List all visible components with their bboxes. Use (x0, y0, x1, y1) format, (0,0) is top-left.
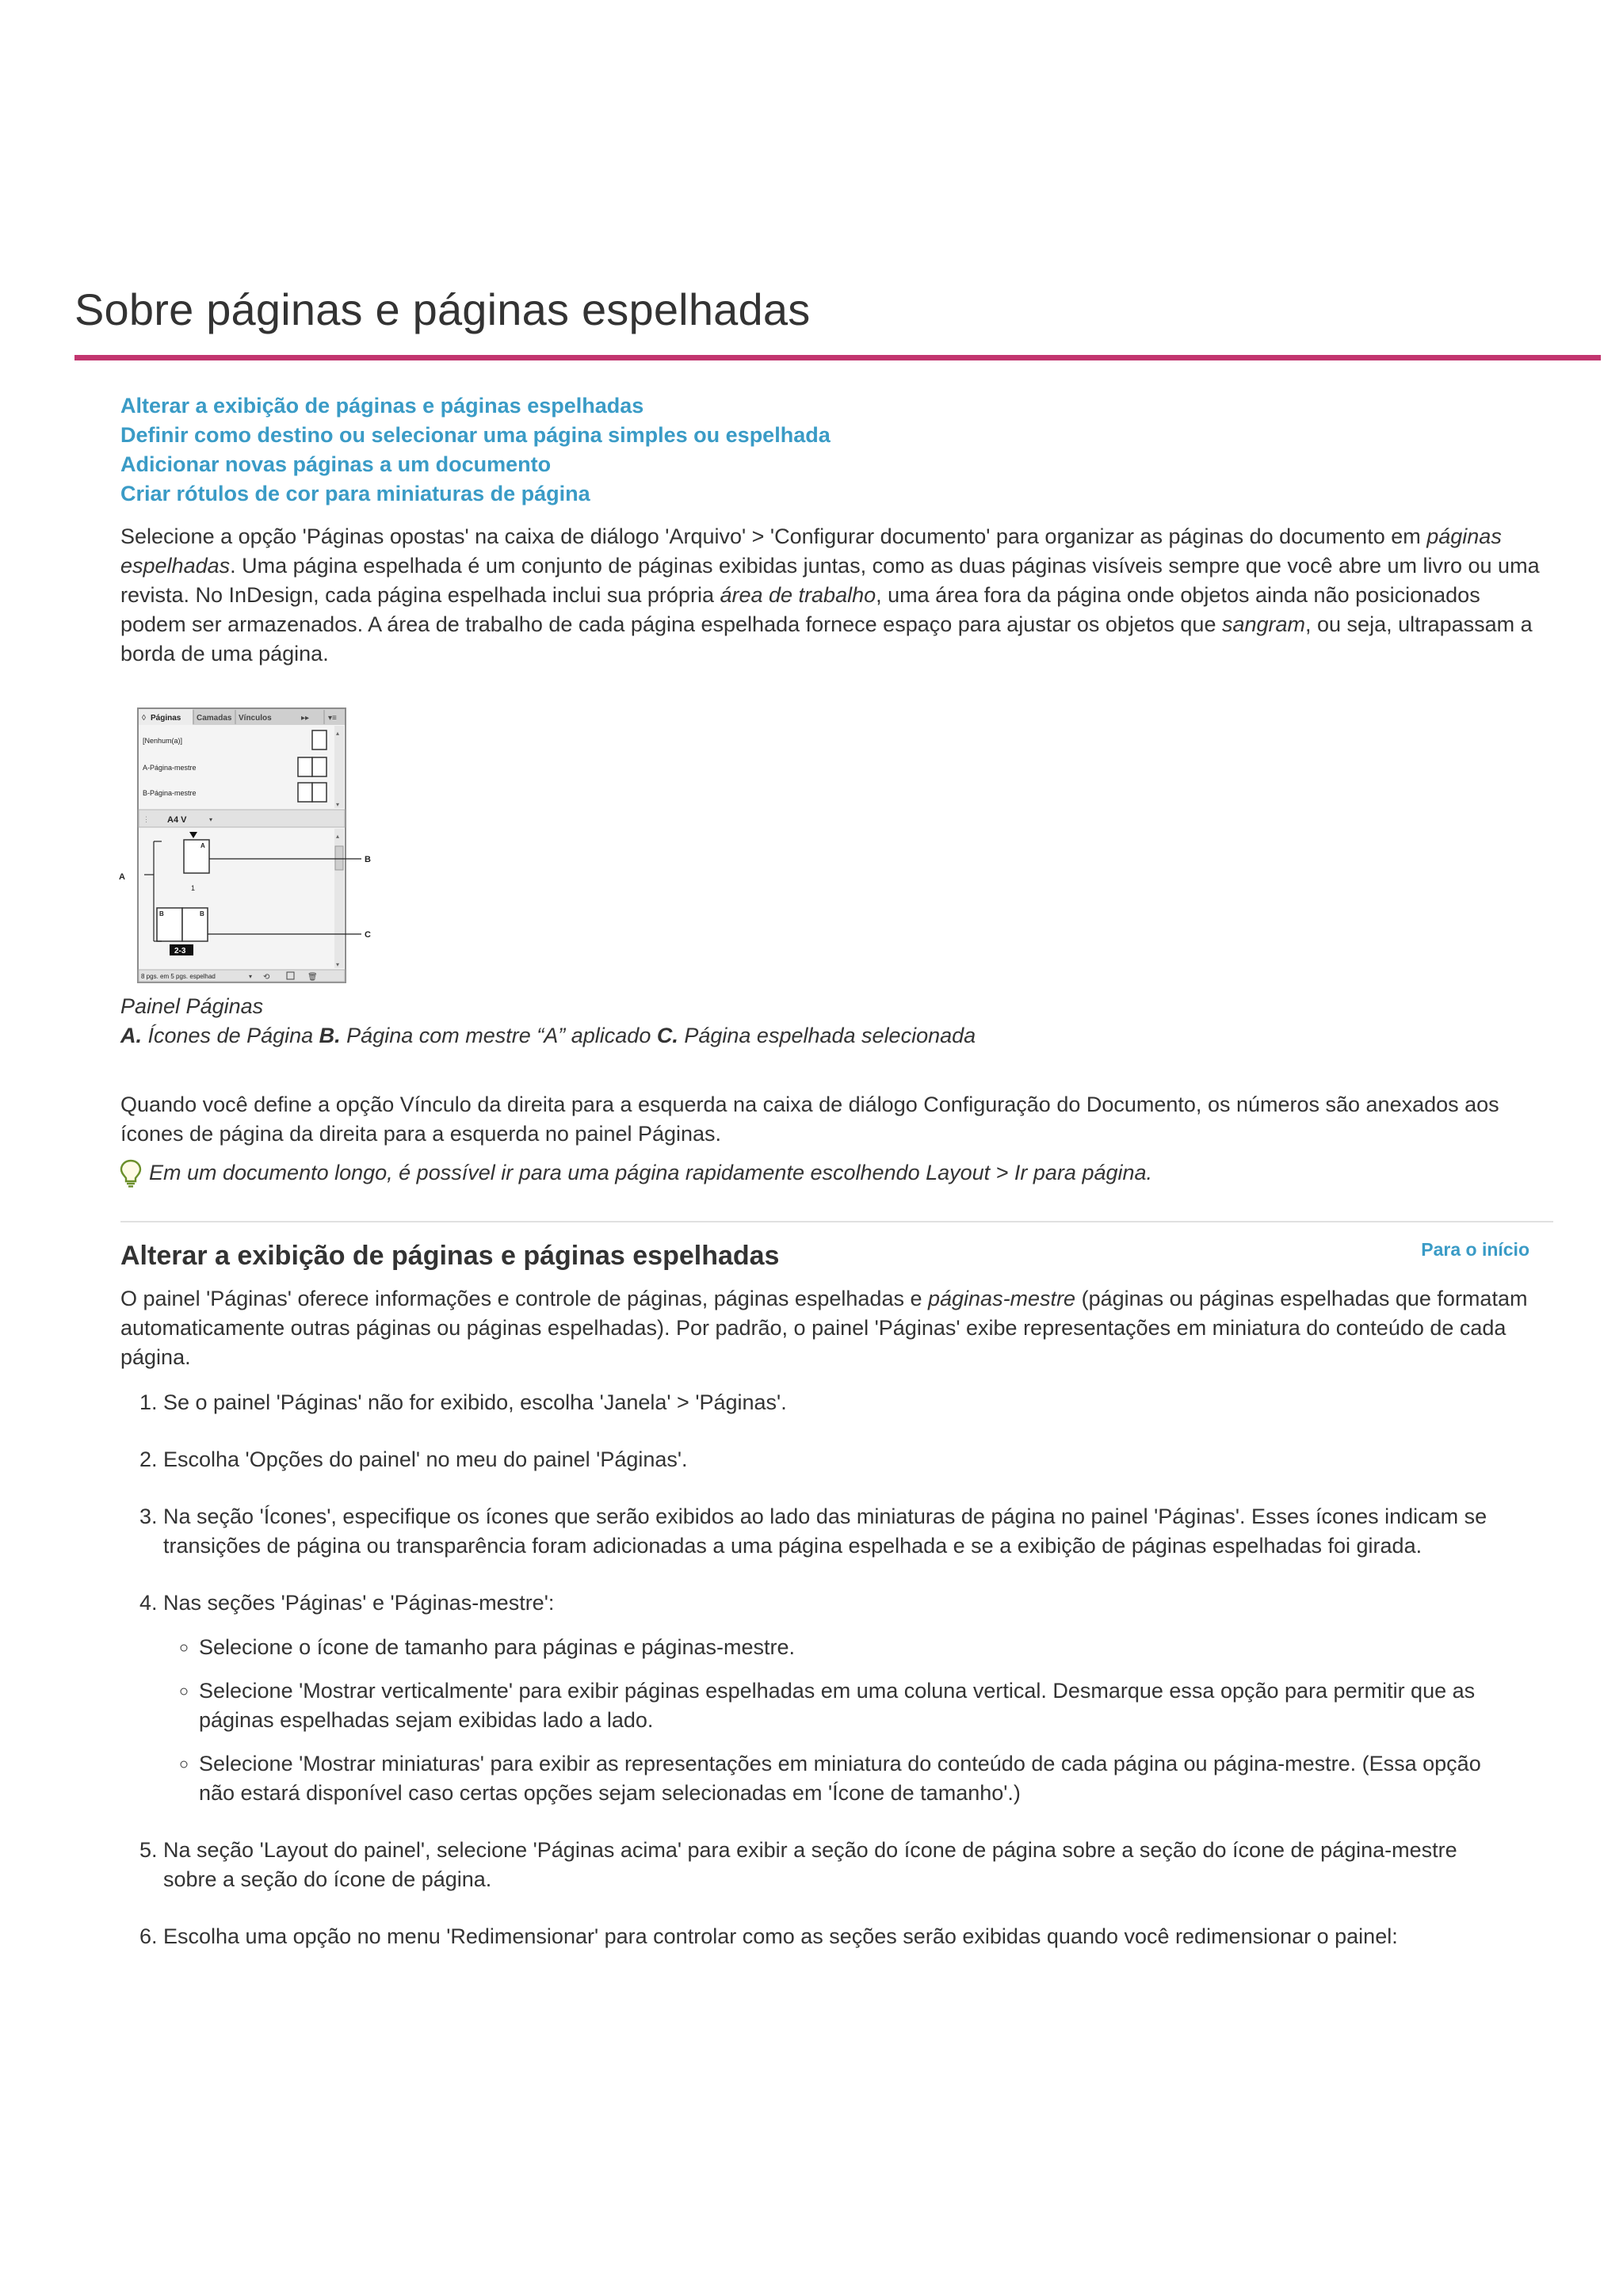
toc-link-rotulos-cor[interactable]: Criar rótulos de cor para miniaturas de página (120, 482, 590, 505)
tab-vinculos[interactable]: Vínculos (239, 714, 272, 723)
pages-panel-figure (114, 704, 399, 1005)
page-3-master-letter: B (200, 910, 204, 917)
panel-menu-icon[interactable]: ▾≡ (328, 714, 337, 723)
section-title: Alterar a exibição de páginas e páginas espelhadas (120, 1241, 780, 1271)
chevron-down-icon[interactable]: ▾ (249, 973, 253, 980)
page-size-select[interactable]: A4 V (167, 815, 187, 825)
intro-text-2: . Uma página espelhada é um conjunto de páginas exibidas juntas, como as duas páginas visíveis sempre que você abre um livro ou uma revista. No InDesign, cada página espelhada inclui sua própria (120, 554, 1540, 607)
callout-a-label: A (119, 872, 125, 882)
step-item: 3. Na seção 'Ícones', especifique os ícones que serão exibidos ao lado das miniaturas de página no painel 'Páginas'. Esses ícones indicam se transições de página ou transparência foram adicionadas a uma página espelhada e se a exibição de páginas espelhadas foi girada. (163, 1502, 1495, 1561)
step-item: 5. Na seção 'Layout do painel', selecione 'Páginas acima' para exibir a seção do ícone de página sobre a seção do ícone de página-mestre sobre a seção do ícone de página. (163, 1836, 1495, 1894)
intro-text-3: , uma área fora da página onde objetos ainda não posicionados podem ser armazenados. A área de trabalho de cada página espelhada fornece espaço para ajustar os objetos que (120, 583, 1480, 636)
page-title: Sobre páginas e páginas espelhadas (74, 284, 811, 334)
panel-expand-icon[interactable]: ▸▸ (301, 714, 310, 723)
section-header (120, 1240, 1547, 1272)
caption-c-text: Página espelhada selecionada (678, 1024, 976, 1047)
panel-tab-arrow: ◊ (142, 714, 146, 723)
step-text: Nas seções 'Páginas' e 'Páginas-mestre': (163, 1591, 555, 1615)
step-item: 1. Se o painel 'Páginas' não for exibido, escolha 'Janela' > 'Páginas'. (163, 1388, 1495, 1417)
caption-title: Painel Páginas (120, 994, 264, 1018)
scroll-down-icon[interactable]: ▾ (336, 961, 340, 968)
tip-note (120, 1158, 1547, 1188)
master-none-thumb[interactable] (312, 730, 327, 749)
substep-item: ◦ Selecione o ícone de tamanho para páginas e páginas-mestre. (199, 1633, 1495, 1662)
section-intro-paragraph (120, 1284, 1547, 1372)
scroll-up-icon[interactable]: ▴ (336, 833, 340, 840)
caption-c-label: C. (656, 1024, 678, 1047)
step-item-with-substeps (163, 1589, 1495, 1808)
steps-list (120, 1388, 1495, 1951)
tab-camadas[interactable]: Camadas (197, 714, 232, 723)
scroll-up-icon[interactable]: ▴ (336, 730, 340, 737)
pages-scroll-thumb[interactable] (335, 846, 343, 870)
tab-paginas[interactable]: Páginas (151, 714, 181, 723)
callout-b-label: B (365, 855, 371, 864)
chevron-down-icon[interactable]: ▾ (209, 816, 213, 823)
pages-panel-illustration (114, 704, 399, 1005)
toc-link-alterar-exibicao[interactable]: Alterar a exibição de páginas e páginas espelhadas (120, 394, 644, 418)
masters-scrollbar[interactable] (334, 726, 344, 808)
trash-icon[interactable]: 🗑 (307, 973, 318, 982)
caption-b-text: Página com mestre “A” aplicado (340, 1024, 657, 1047)
page-1-icon[interactable] (184, 840, 209, 873)
step-item: 6. Escolha uma opção no menu 'Redimensionar' para controlar como as seções serão exibidas quando você redimensionar o painel: (163, 1922, 1495, 1951)
edit-page-size-icon[interactable]: ⟲ (263, 973, 270, 982)
callout-c-label: C (365, 930, 371, 940)
page-1-number: 1 (191, 884, 196, 892)
intro-term-paginas-espelhadas: páginas espelhadas (120, 524, 1502, 578)
caption-a-label: A. (120, 1024, 142, 1047)
master-a-thumb-left[interactable] (298, 757, 312, 776)
lightbulb-icon (117, 1158, 144, 1188)
substep-item: ◦ Selecione 'Mostrar miniaturas' para exibir as representações em miniatura do conteúdo de cada página ou página-mestre. (Essa opção não estará disponível caso certas opções sejam selecionadas em 'Ícone de tamanho'.) (199, 1749, 1495, 1808)
intro-paragraph (120, 522, 1547, 669)
page-1-master-letter: A (200, 842, 205, 849)
step-item: 2. Escolha 'Opções do painel' no meu do painel 'Páginas'. (163, 1445, 1495, 1474)
substep-item: ◦ Selecione 'Mostrar verticalmente' para exibir páginas espelhadas em uma coluna vertical. Desmarque essa opção para permitir que as páginas espelhadas sejam exibidas lado a lado. (199, 1676, 1495, 1735)
spread-label: 2-3 (174, 947, 186, 955)
master-a-thumb-right[interactable] (312, 757, 327, 776)
intro-term-sangram: sangram (1221, 612, 1306, 636)
rtl-binding-paragraph: Quando você define a opção Vínculo da direita para a esquerda na caixa de diálogo Configuração do Documento, os números são anexados aos ícones de página da direita para a esquerda no painel Páginas. (120, 1093, 1499, 1146)
master-b[interactable]: B-Página-mestre (143, 789, 197, 797)
tip-text: Em um documento longo, é possível ir para uma página rapidamente escolhendo Layout > Ir para página. (149, 1161, 1153, 1184)
title-rule (74, 355, 1601, 360)
grip-icon: ⋮ (143, 815, 150, 823)
master-b-thumb-right[interactable] (312, 783, 327, 802)
intro-text-1: Selecione a opção 'Páginas opostas' na caixa de diálogo 'Arquivo' > 'Configurar documento' para organizar as páginas do documento em (120, 524, 1427, 548)
section-intro-text-1: O painel 'Páginas' oferece informações e controle de páginas, páginas espelhadas e (120, 1287, 928, 1310)
scroll-down-icon[interactable]: ▾ (336, 801, 340, 808)
caption-a-text: Ícones de Página (142, 1024, 319, 1047)
master-a[interactable]: A-Página-mestre (143, 764, 197, 772)
substeps-list (163, 1633, 1495, 1808)
section-intro-text-2: (páginas ou páginas espelhadas que formatam automaticamente outras páginas ou páginas espelhadas). Por padrão, o painel 'Páginas' exibe representações em miniatura do conteúdo de cada página. (120, 1287, 1528, 1369)
master-b-thumb-left[interactable] (298, 783, 312, 802)
section-term-paginas-mestre: páginas-mestre (927, 1287, 1076, 1310)
intro-term-area-trabalho: área de trabalho (720, 583, 876, 607)
master-none[interactable]: [Nenhum(a)] (143, 737, 183, 745)
page-2-master-letter: B (159, 910, 164, 917)
panel-status-text: 8 pgs. em 5 pgs. espelhad (141, 973, 216, 980)
toc-link-adicionar-paginas[interactable]: Adicionar novas páginas a um documento (120, 452, 552, 476)
table-of-contents (120, 391, 1547, 509)
intro-text-4: , ou seja, ultrapassam a borda de uma página. (120, 612, 1533, 666)
section-divider (120, 1221, 1553, 1222)
article-content (120, 391, 1547, 1979)
back-to-top-link[interactable]: Para o início (1421, 1239, 1529, 1260)
toc-link-definir-destino[interactable]: Definir como destino ou selecionar uma página simples ou espelhada (120, 423, 831, 447)
caption-b-label: B. (319, 1024, 341, 1047)
